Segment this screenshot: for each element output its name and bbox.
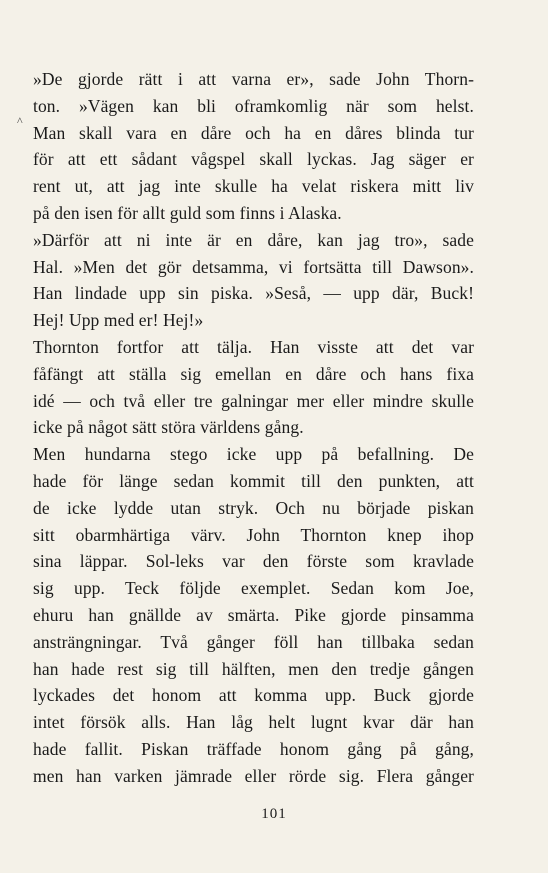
- text-line: Men hundarna stego icke upp på befallning. De: [33, 444, 474, 465]
- body-text: [33, 66, 474, 790]
- text-line: rent ut, att jag inte skulle ha velat riskera mitt liv: [33, 176, 474, 197]
- margin-mark: ^: [17, 114, 23, 128]
- text-line: intet försök alls. Han låg helt lugnt kvar där han: [33, 712, 474, 733]
- text-line: på den isen för allt guld som finns i Alaska.: [33, 202, 342, 223]
- text-line: de icke lydde utan stryk. Och nu började piskan: [33, 497, 474, 518]
- text-line: fåfängt att ställa sig emellan en dåre och hans fixa: [33, 363, 474, 384]
- text-line: sitt obarmhärtiga värv. John Thornton knep ihop: [33, 524, 474, 545]
- text-line: sig upp. Teck följde exemplet. Sedan kom Joe,: [33, 578, 474, 599]
- text-line: för att ett sådant vågspel skall lyckas. Jag säger er: [33, 149, 474, 170]
- text-line: Man skall vara en dåre och ha en dåres blinda tur: [33, 122, 474, 143]
- text-line: hade för länge sedan kommit till den punkten, att: [33, 470, 474, 491]
- page-number: 101: [261, 806, 287, 822]
- text-line: Han lindade upp sin piska. »Seså, — upp där, Buck!: [33, 283, 474, 304]
- text-line: Hej! Upp med er! Hej!»: [33, 310, 204, 331]
- text-line: ton. »Vägen kan bli oframkomlig när som helst.: [33, 95, 474, 116]
- text-line: men han varken jämrade eller rörde sig. Flera gånger: [33, 765, 474, 786]
- text-line: »De gjorde rätt i att varna er», sade John Thorn-: [33, 69, 474, 89]
- text-line: ansträngningar. Två gånger föll han tillbaka sedan: [33, 631, 474, 652]
- text-line: Thornton fortfor att tälja. Han visste att det var: [33, 336, 474, 357]
- text-line: idé — och två eller tre galningar mer eller mindre skulle: [33, 390, 474, 411]
- text-line: sina läppar. Sol-leks var den förste som kravlade: [33, 551, 474, 572]
- text-line: Hal. »Men det gör detsamma, vi fortsätta till Dawson».: [33, 256, 474, 277]
- text-line: lyckades det honom att komma upp. Buck gjorde: [33, 685, 474, 706]
- text-line: hade fallit. Piskan träffade honom gång på gång,: [33, 738, 474, 759]
- text-line: ehuru han gnällde av smärta. Pike gjorde pinsamma: [33, 604, 474, 625]
- text-line: »Därför att ni inte är en dåre, kan jag tro», sade: [33, 229, 474, 250]
- text-line: han hade rest sig till hälften, men den tredje gången: [33, 658, 474, 679]
- text-line: icke på något sätt störa världens gång.: [33, 417, 304, 438]
